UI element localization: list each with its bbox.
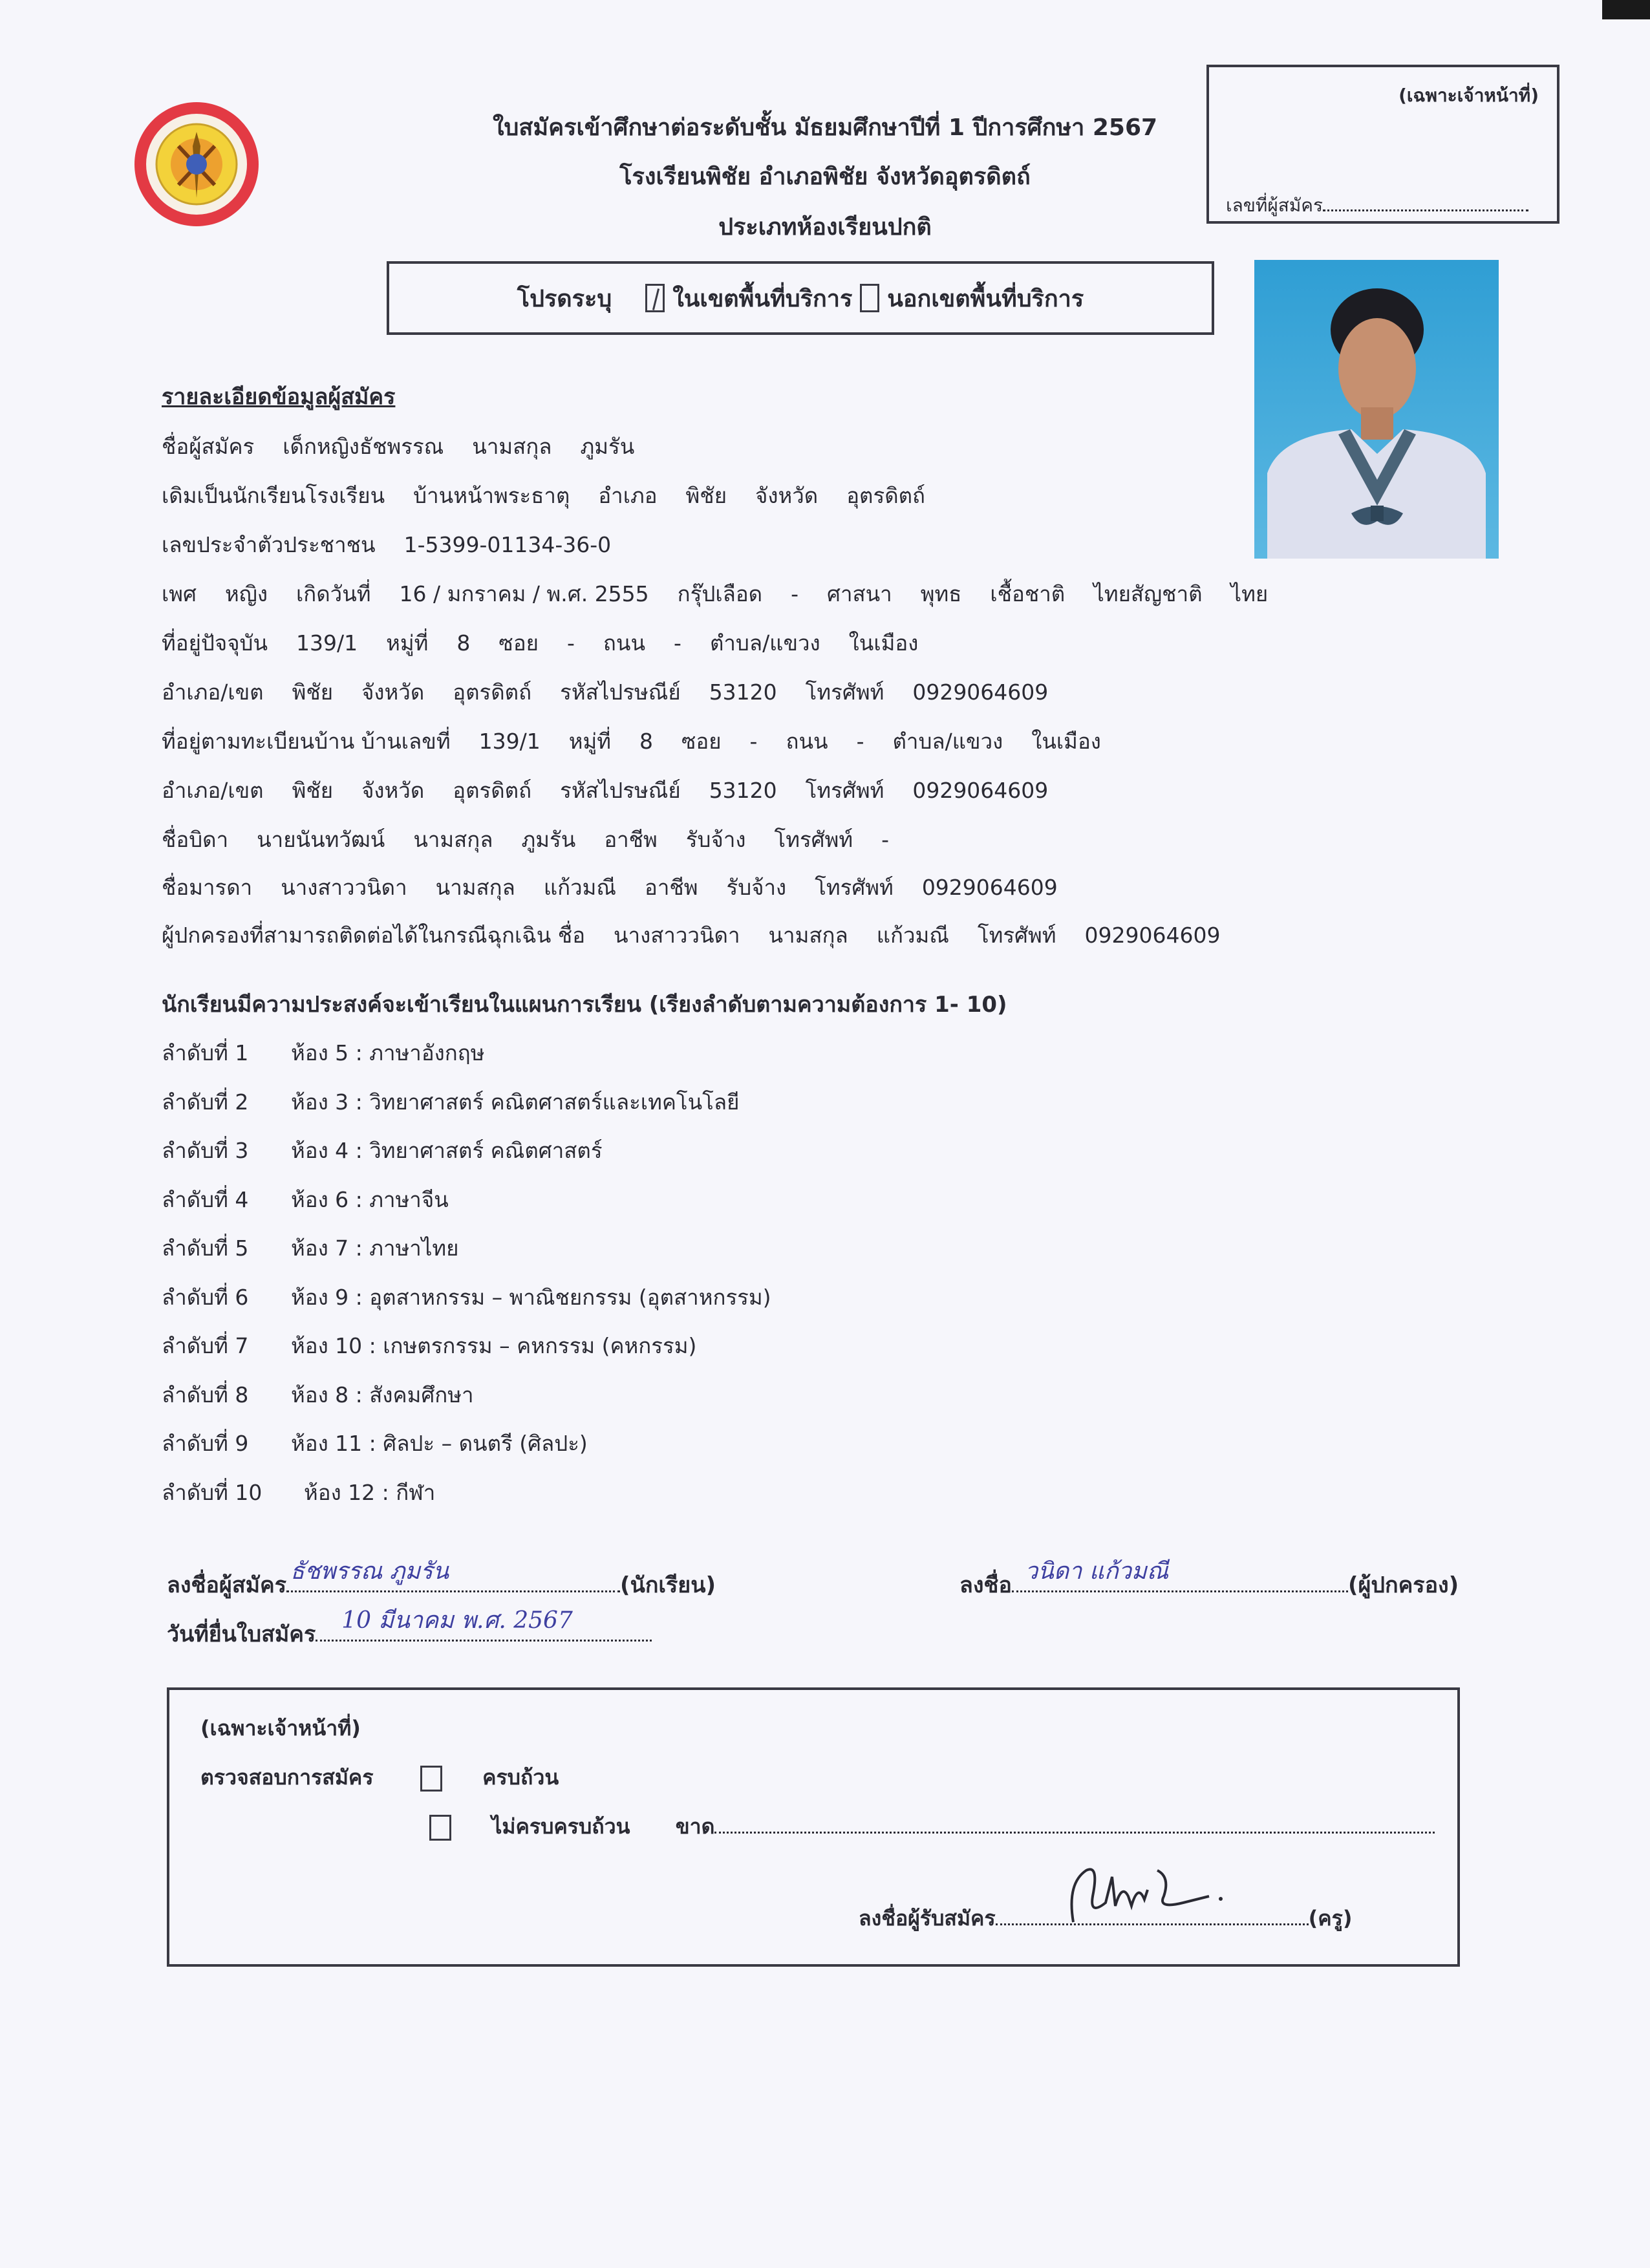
current-moo: 8 (456, 630, 471, 656)
applicant-name-row (162, 429, 663, 464)
current-district-label: อำเภอ/เขต (162, 679, 264, 705)
area-prompt: โปรดระบุ (517, 285, 612, 312)
father-label: ชื่อบิดา (162, 827, 229, 852)
applicant-number-label: เลขที่ผู้สมัคร (1226, 195, 1323, 216)
applicant-signature-line (167, 1558, 716, 1602)
registered-house-no: 139/1 (478, 729, 541, 754)
applicant-photo (1254, 260, 1499, 559)
mother-surname-label: นามสกุล (435, 875, 515, 900)
study-plan-room: ห้อง 11 : ศิลปะ – ดนตรี (ศิลปะ) (291, 1431, 588, 1456)
submission-date-line (167, 1607, 652, 1651)
current-house-no: 139/1 (296, 630, 358, 656)
race-value: ไทยสัญชาติ (1093, 581, 1203, 606)
study-plan-room: ห้อง 8 : สังคมศึกษา (291, 1382, 474, 1407)
race-label: เชื้อชาติ (990, 581, 1066, 606)
study-plan-rank: ลำดับที่ 6 (162, 1284, 249, 1310)
registered-soi-label: ซอย (681, 729, 722, 754)
guardian-name: นางสาววนิดา (614, 923, 740, 948)
current-address-row (162, 626, 947, 660)
prev-school-value: บ้านหน้าพระธาตุ (413, 483, 570, 508)
submission-date-field[interactable] (316, 1607, 652, 1642)
current-road-label: ถนน (603, 630, 646, 656)
father-occupation: รับจ้าง (685, 827, 746, 852)
current-moo-label: หมู่ที่ (386, 630, 429, 656)
current-address-row-2 (162, 675, 1077, 709)
form-title: ใบสมัครเข้าศึกษาต่อระดับชั้น มัธยมศึกษาปีที่ 1 ปีการศึกษา 2567 (492, 114, 1158, 141)
registered-moo: 8 (639, 729, 653, 754)
study-plan-room: ห้อง 7 : ภาษาไทย (291, 1236, 459, 1261)
registered-subdistrict: ในเมือง (1031, 729, 1101, 754)
study-plan-rank: ลำดับที่ 10 (162, 1479, 262, 1505)
current-subdistrict: ในเมือง (848, 630, 919, 656)
study-plan-item (162, 1231, 459, 1265)
study-plan-item (162, 1475, 435, 1510)
study-plan-room: ห้อง 10 : เกษตรกรรม – คหกรรม (คหกรรม) (291, 1333, 697, 1358)
current-address-label: ที่อยู่ปัจจุบัน (162, 630, 268, 656)
verification-row-complete (200, 1761, 559, 1794)
mother-name: นางสาววนิดา (281, 875, 407, 900)
previous-school-row (162, 478, 954, 513)
registered-province-label: จังหวัด (361, 778, 425, 803)
registered-district: พิชัย (292, 778, 334, 803)
receiver-role: (ครู) (1308, 1906, 1353, 1931)
study-plan-room: ห้อง 9 : อุตสาหกรรม – พาณิชยกรรม (อุตสาหกรรม) (291, 1284, 771, 1310)
mother-occupation-label: อาชีพ (645, 875, 698, 900)
current-zip-label: รหัสไปรษณีย์ (560, 679, 681, 705)
current-subdistrict-label: ตำบล/แขวง (709, 630, 820, 656)
mother-label: ชื่อมารดา (162, 875, 253, 900)
guardian-signature-handwriting: วนิดา แก้วมณี (1024, 1558, 1169, 1585)
guardian-surname-label: นามสกุล (768, 923, 848, 948)
dob-value: 16 / มกราคม / พ.ศ. 2555 (399, 581, 649, 606)
current-phone-label: โทรศัพท์ (805, 679, 884, 705)
study-plan-rank: ลำดับที่ 8 (162, 1382, 249, 1407)
surname-label: นามสกุล (472, 434, 552, 459)
registered-province: อุตรดิตถ์ (453, 778, 532, 803)
blood-value: - (791, 581, 798, 606)
prev-district-value: พิชัย (685, 483, 727, 508)
study-plan-room: ห้อง 3 : วิทยาศาสตร์ คณิตศาสตร์และเทคโนโลยี (291, 1089, 740, 1115)
guardian-phone-label: โทรศัพท์ (977, 923, 1056, 948)
religion-value: พุทธ (920, 581, 962, 606)
registered-district-label: อำเภอ/เขต (162, 778, 264, 803)
applicant-sign-label: ลงชื่อผู้สมัคร (167, 1572, 287, 1598)
outside-area-checkbox[interactable] (860, 284, 879, 312)
prev-province-label: จังหวัด (755, 483, 819, 508)
registered-road-label: ถนน (786, 729, 828, 754)
scan-edge-mark (1602, 0, 1650, 19)
father-surname-label: นามสกุล (413, 827, 493, 852)
blood-label: กรุ๊ปเลือด (677, 581, 763, 606)
guardian-label: ผู้ปกครองที่สามารถติดต่อได้ในกรณีฉุกเฉิน ชื่อ (162, 923, 586, 948)
registered-phone-label: โทรศัพท์ (805, 778, 884, 803)
study-plan-item (162, 1329, 696, 1363)
citizen-id-value: 1-5399-01134-36-0 (403, 532, 612, 557)
submission-date-label: วันที่ยื่นใบสมัคร (167, 1621, 316, 1647)
service-area-box (387, 261, 1214, 335)
receiver-signature-scribble (1060, 1857, 1241, 1929)
study-plan-item (162, 1426, 588, 1460)
guardian-sign-field[interactable] (1012, 1558, 1348, 1592)
prev-province-value: อุตรดิตถ์ (846, 483, 926, 508)
dob-label: เกิดวันที่ (295, 581, 371, 606)
inside-area-label: ในเขตพื้นที่บริการ (672, 285, 853, 312)
registered-road: - (856, 729, 864, 754)
staff-verification-title: (เฉพาะเจ้าหน้าที่) (200, 1716, 361, 1740)
registered-address-row (162, 724, 1130, 758)
study-plan-item (162, 1378, 474, 1412)
study-plan-rank: ลำดับที่ 5 (162, 1236, 249, 1261)
guardian-row (162, 918, 1248, 952)
mother-surname: แก้วมณี (543, 875, 616, 900)
registered-subdistrict-label: ตำบล/แขวง (892, 729, 1003, 754)
receiver-signature-line (859, 1902, 1352, 1935)
current-road: - (674, 630, 681, 656)
current-phone: 0929064609 (912, 679, 1049, 705)
current-province-label: จังหวัด (361, 679, 425, 705)
current-soi-label: ซอย (498, 630, 539, 656)
study-plan-item (162, 1280, 771, 1314)
applicant-sign-field[interactable] (286, 1558, 620, 1592)
surname-value: ภูมรัน (580, 434, 635, 459)
verification-row-incomplete (429, 1810, 1435, 1843)
registered-soi: - (749, 729, 758, 754)
mother-phone-label: โทรศัพท์ (815, 875, 894, 900)
current-district: พิชัย (292, 679, 334, 705)
staff-verification-box (167, 1687, 1460, 1967)
complete-label: ครบถ้วน (482, 1765, 559, 1790)
religion-label: ศาสนา (827, 581, 892, 606)
prev-school-label: เดิมเป็นนักเรียนโรงเรียน (162, 483, 385, 508)
incomplete-label: ไม่ครบครบถ้วน (491, 1814, 630, 1839)
study-plan-rank: ลำดับที่ 3 (162, 1138, 249, 1163)
study-plan-rank: ลำดับที่ 1 (162, 1040, 249, 1065)
study-plan-rank: ลำดับที่ 9 (162, 1431, 249, 1456)
applicant-number-field[interactable] (1226, 190, 1528, 220)
registered-address-label: ที่อยู่ตามทะเบียนบ้าน บ้านเลขที่ (162, 729, 451, 754)
mother-occupation: รับจ้าง (726, 875, 787, 900)
father-occupation-label: อาชีพ (604, 827, 658, 852)
registered-zip-label: รหัสไปรษณีย์ (560, 778, 681, 803)
nationality-value: ไทย (1230, 581, 1269, 606)
applicant-number-dots (1323, 190, 1528, 211)
study-plan-rank: ลำดับที่ 4 (162, 1186, 249, 1212)
inside-area-checkbox[interactable] (645, 284, 665, 312)
father-name: นายนันทวัฒน์ (257, 827, 385, 852)
sex-value: หญิง (224, 581, 268, 606)
registered-moo-label: หมู่ที่ (568, 729, 611, 754)
staff-only-title: (เฉพาะเจ้าหน้าที่) (1398, 85, 1539, 106)
study-plan-item (162, 1036, 484, 1070)
study-plan-room: ห้อง 4 : วิทยาศาสตร์ คณิตศาสตร์ (291, 1138, 603, 1163)
missing-label: ขาด (675, 1814, 715, 1839)
study-plan-title: นักเรียนมีความประสงค์จะเข้าเรียนในแผนการเรียน (เรียงลำดับตามความต้องการ 1- 10) (162, 992, 1007, 1018)
study-plan-rank: ลำดับที่ 7 (162, 1333, 249, 1358)
staff-only-box (1206, 65, 1559, 224)
study-plan-item (162, 1182, 449, 1217)
guardian-role: (ผู้ปกครอง) (1347, 1572, 1459, 1598)
mother-row (162, 870, 1086, 904)
citizen-id-label: เลขประจำตัวประชาชน (162, 532, 376, 557)
study-plan-rank: ลำดับที่ 2 (162, 1089, 249, 1115)
study-plan-room: ห้อง 12 : กีฬา (304, 1479, 436, 1505)
father-phone: - (881, 827, 890, 852)
father-row (162, 822, 917, 857)
study-plan-item (162, 1085, 739, 1119)
registered-zip: 53120 (709, 778, 777, 803)
registered-phone: 0929064609 (912, 778, 1049, 803)
registered-address-row-2 (162, 773, 1077, 808)
submission-date-handwriting: 10 มีนาคม พ.ศ. 2567 (341, 1607, 573, 1634)
current-province: อุตรดิตถ์ (453, 679, 532, 705)
study-plan-item (162, 1133, 603, 1168)
prev-district-label: อำเภอ (598, 483, 658, 508)
sex-label: เพศ (162, 581, 197, 606)
applicant-signature-handwriting: ธัชพรรณ ภูมรัน (290, 1558, 449, 1585)
guardian-signature-line (959, 1558, 1459, 1602)
school-name: โรงเรียนพิชัย อำเภอพิชัย จังหวัดอุตรดิตถ์ (619, 164, 1031, 190)
receiver-sign-label: ลงชื่อผู้รับสมัคร (859, 1906, 996, 1931)
father-phone-label: โทรศัพท์ (774, 827, 853, 852)
current-soi: - (566, 630, 575, 656)
name-label: ชื่อผู้สมัคร (162, 434, 255, 459)
father-surname: ภูมรัน (521, 827, 576, 852)
guardian-phone: 0929064609 (1084, 923, 1221, 948)
complete-checkbox[interactable] (420, 1766, 442, 1792)
applicant-role: (นักเรียน) (620, 1572, 716, 1598)
classroom-type: ประเภทห้องเรียนปกติ (718, 214, 932, 241)
name-value: เด็กหญิงธัชพรรณ (283, 434, 444, 459)
citizen-id-row (162, 528, 639, 562)
receiver-sign-field[interactable] (996, 1904, 1309, 1925)
incomplete-checkbox[interactable] (429, 1815, 451, 1841)
missing-field[interactable] (714, 1812, 1435, 1834)
outside-area-label: นอกเขตพื้นที่บริการ (887, 285, 1084, 312)
personal-info-row (162, 577, 1296, 611)
current-zip: 53120 (709, 679, 777, 705)
guardian-surname: แก้วมณี (876, 923, 949, 948)
verification-label: ตรวจสอบการสมัคร (200, 1765, 374, 1790)
guardian-sign-label: ลงชื่อ (959, 1572, 1012, 1598)
study-plan-room: ห้อง 5 : ภาษาอังกฤษ (291, 1040, 485, 1065)
mother-phone: 0929064609 (921, 875, 1058, 900)
applicant-section-title: รายละเอียดข้อมูลผู้สมัคร (162, 384, 396, 410)
study-plan-room: ห้อง 6 : ภาษาจีน (291, 1186, 449, 1212)
